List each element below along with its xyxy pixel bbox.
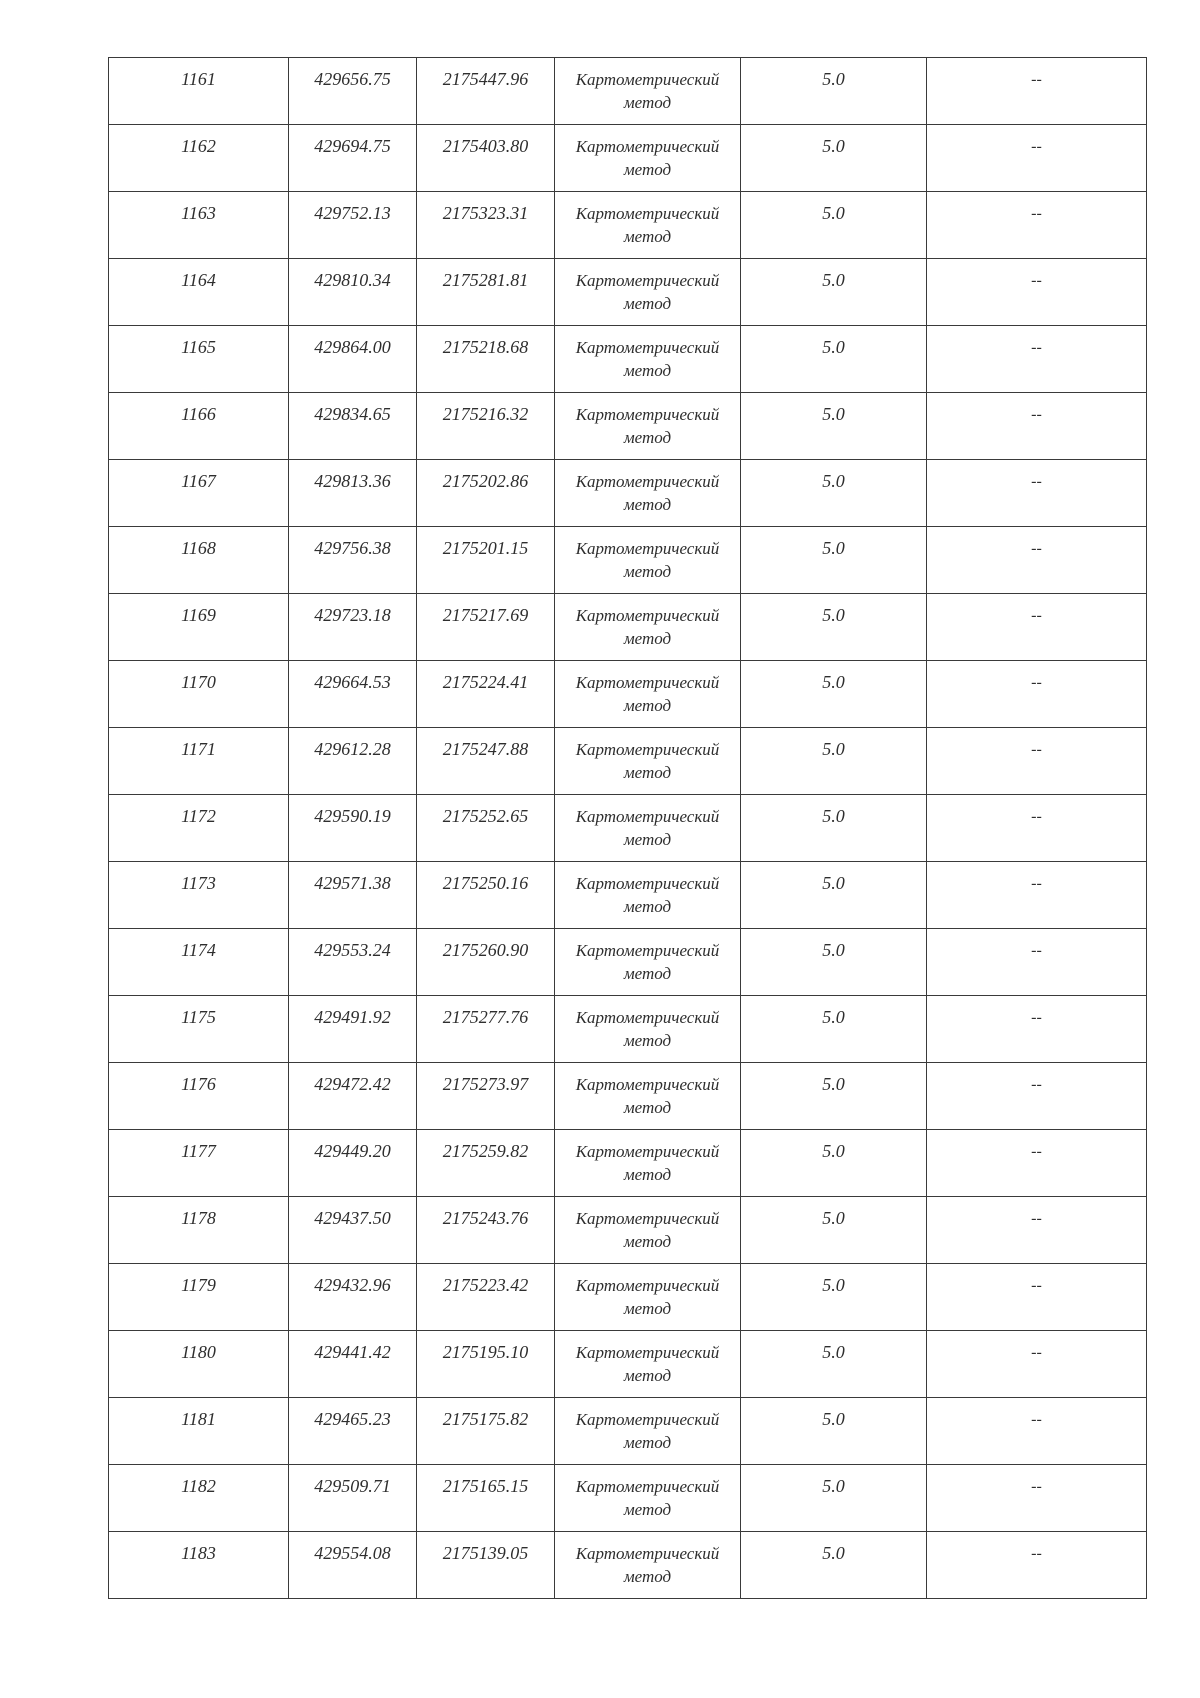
x-coordinate-cell: 429590.19	[289, 795, 417, 862]
table-row	[109, 594, 1147, 661]
x-coordinate-cell: 429864.00	[289, 326, 417, 393]
accuracy-cell: 5.0	[741, 1398, 927, 1465]
note-cell: --	[927, 58, 1147, 125]
table-row	[109, 996, 1147, 1063]
x-coordinate-cell: 429694.75	[289, 125, 417, 192]
point-number-cell: 1172	[109, 795, 289, 862]
x-coordinate-cell: 429509.71	[289, 1465, 417, 1532]
y-coordinate-cell: 2175323.31	[417, 192, 555, 259]
note-cell: --	[927, 1130, 1147, 1197]
note-cell: --	[927, 728, 1147, 795]
point-number-cell: 1179	[109, 1264, 289, 1331]
accuracy-cell: 5.0	[741, 594, 927, 661]
accuracy-cell: 5.0	[741, 1264, 927, 1331]
accuracy-cell: 5.0	[741, 259, 927, 326]
point-number-cell: 1173	[109, 862, 289, 929]
method-cell: Картометрический метод	[555, 1398, 741, 1465]
note-cell: --	[927, 192, 1147, 259]
method-cell: Картометрический метод	[555, 1465, 741, 1532]
table-row	[109, 125, 1147, 192]
x-coordinate-cell: 429756.38	[289, 527, 417, 594]
point-number-cell: 1174	[109, 929, 289, 996]
x-coordinate-cell: 429612.28	[289, 728, 417, 795]
x-coordinate-cell: 429810.34	[289, 259, 417, 326]
table-row	[109, 259, 1147, 326]
x-coordinate-cell: 429752.13	[289, 192, 417, 259]
note-cell: --	[927, 862, 1147, 929]
method-cell: Картометрический метод	[555, 594, 741, 661]
table-row	[109, 58, 1147, 125]
x-coordinate-cell: 429813.36	[289, 460, 417, 527]
note-cell: --	[927, 125, 1147, 192]
point-number-cell: 1171	[109, 728, 289, 795]
x-coordinate-cell: 429465.23	[289, 1398, 417, 1465]
note-cell: --	[927, 661, 1147, 728]
note-cell: --	[927, 1063, 1147, 1130]
table-row	[109, 460, 1147, 527]
accuracy-cell: 5.0	[741, 929, 927, 996]
point-number-cell: 1163	[109, 192, 289, 259]
point-number-cell: 1166	[109, 393, 289, 460]
point-number-cell: 1183	[109, 1532, 289, 1599]
y-coordinate-cell: 2175224.41	[417, 661, 555, 728]
accuracy-cell: 5.0	[741, 996, 927, 1063]
accuracy-cell: 5.0	[741, 527, 927, 594]
y-coordinate-cell: 2175218.68	[417, 326, 555, 393]
note-cell: --	[927, 929, 1147, 996]
x-coordinate-cell: 429554.08	[289, 1532, 417, 1599]
table-row	[109, 862, 1147, 929]
note-cell: --	[927, 527, 1147, 594]
coordinates-table-body	[109, 58, 1147, 1599]
table-row	[109, 728, 1147, 795]
accuracy-cell: 5.0	[741, 1465, 927, 1532]
y-coordinate-cell: 2175201.15	[417, 527, 555, 594]
method-cell: Картометрический метод	[555, 862, 741, 929]
accuracy-cell: 5.0	[741, 661, 927, 728]
y-coordinate-cell: 2175223.42	[417, 1264, 555, 1331]
method-cell: Картометрический метод	[555, 393, 741, 460]
table-row	[109, 661, 1147, 728]
point-number-cell: 1168	[109, 527, 289, 594]
accuracy-cell: 5.0	[741, 460, 927, 527]
accuracy-cell: 5.0	[741, 795, 927, 862]
method-cell: Картометрический метод	[555, 58, 741, 125]
x-coordinate-cell: 429656.75	[289, 58, 417, 125]
accuracy-cell: 5.0	[741, 58, 927, 125]
method-cell: Картометрический метод	[555, 527, 741, 594]
note-cell: --	[927, 460, 1147, 527]
y-coordinate-cell: 2175217.69	[417, 594, 555, 661]
x-coordinate-cell: 429491.92	[289, 996, 417, 1063]
x-coordinate-cell: 429472.42	[289, 1063, 417, 1130]
note-cell: --	[927, 1264, 1147, 1331]
y-coordinate-cell: 2175195.10	[417, 1331, 555, 1398]
y-coordinate-cell: 2175277.76	[417, 996, 555, 1063]
note-cell: --	[927, 259, 1147, 326]
y-coordinate-cell: 2175165.15	[417, 1465, 555, 1532]
note-cell: --	[927, 996, 1147, 1063]
point-number-cell: 1177	[109, 1130, 289, 1197]
y-coordinate-cell: 2175447.96	[417, 58, 555, 125]
y-coordinate-cell: 2175403.80	[417, 125, 555, 192]
y-coordinate-cell: 2175202.86	[417, 460, 555, 527]
accuracy-cell: 5.0	[741, 1130, 927, 1197]
table-row	[109, 929, 1147, 996]
method-cell: Картометрический метод	[555, 929, 741, 996]
point-number-cell: 1164	[109, 259, 289, 326]
accuracy-cell: 5.0	[741, 1532, 927, 1599]
point-number-cell: 1176	[109, 1063, 289, 1130]
method-cell: Картометрический метод	[555, 326, 741, 393]
table-row	[109, 326, 1147, 393]
note-cell: --	[927, 1465, 1147, 1532]
x-coordinate-cell: 429437.50	[289, 1197, 417, 1264]
accuracy-cell: 5.0	[741, 192, 927, 259]
point-number-cell: 1181	[109, 1398, 289, 1465]
table-row	[109, 1465, 1147, 1532]
method-cell: Картометрический метод	[555, 460, 741, 527]
point-number-cell: 1178	[109, 1197, 289, 1264]
point-number-cell: 1167	[109, 460, 289, 527]
x-coordinate-cell: 429834.65	[289, 393, 417, 460]
method-cell: Картометрический метод	[555, 1130, 741, 1197]
accuracy-cell: 5.0	[741, 125, 927, 192]
table-row	[109, 1130, 1147, 1197]
x-coordinate-cell: 429432.96	[289, 1264, 417, 1331]
x-coordinate-cell: 429441.42	[289, 1331, 417, 1398]
method-cell: Картометрический метод	[555, 795, 741, 862]
method-cell: Картометрический метод	[555, 996, 741, 1063]
coordinates-table	[108, 57, 1147, 1599]
y-coordinate-cell: 2175273.97	[417, 1063, 555, 1130]
accuracy-cell: 5.0	[741, 393, 927, 460]
table-row	[109, 393, 1147, 460]
y-coordinate-cell: 2175259.82	[417, 1130, 555, 1197]
table-row	[109, 1532, 1147, 1599]
method-cell: Картометрический метод	[555, 259, 741, 326]
note-cell: --	[927, 594, 1147, 661]
method-cell: Картометрический метод	[555, 661, 741, 728]
method-cell: Картометрический метод	[555, 125, 741, 192]
point-number-cell: 1165	[109, 326, 289, 393]
point-number-cell: 1170	[109, 661, 289, 728]
point-number-cell: 1161	[109, 58, 289, 125]
table-row	[109, 795, 1147, 862]
accuracy-cell: 5.0	[741, 1197, 927, 1264]
point-number-cell: 1182	[109, 1465, 289, 1532]
method-cell: Картометрический метод	[555, 1197, 741, 1264]
y-coordinate-cell: 2175139.05	[417, 1532, 555, 1599]
x-coordinate-cell: 429449.20	[289, 1130, 417, 1197]
note-cell: --	[927, 795, 1147, 862]
y-coordinate-cell: 2175243.76	[417, 1197, 555, 1264]
y-coordinate-cell: 2175250.16	[417, 862, 555, 929]
point-number-cell: 1162	[109, 125, 289, 192]
point-number-cell: 1180	[109, 1331, 289, 1398]
method-cell: Картометрический метод	[555, 1264, 741, 1331]
x-coordinate-cell: 429571.38	[289, 862, 417, 929]
y-coordinate-cell: 2175260.90	[417, 929, 555, 996]
point-number-cell: 1175	[109, 996, 289, 1063]
y-coordinate-cell: 2175252.65	[417, 795, 555, 862]
x-coordinate-cell: 429553.24	[289, 929, 417, 996]
note-cell: --	[927, 1197, 1147, 1264]
accuracy-cell: 5.0	[741, 728, 927, 795]
y-coordinate-cell: 2175175.82	[417, 1398, 555, 1465]
method-cell: Картометрический метод	[555, 728, 741, 795]
x-coordinate-cell: 429723.18	[289, 594, 417, 661]
y-coordinate-cell: 2175247.88	[417, 728, 555, 795]
x-coordinate-cell: 429664.53	[289, 661, 417, 728]
y-coordinate-cell: 2175216.32	[417, 393, 555, 460]
table-row	[109, 1331, 1147, 1398]
y-coordinate-cell: 2175281.81	[417, 259, 555, 326]
note-cell: --	[927, 1532, 1147, 1599]
accuracy-cell: 5.0	[741, 862, 927, 929]
table-row	[109, 1063, 1147, 1130]
note-cell: --	[927, 326, 1147, 393]
table-row	[109, 527, 1147, 594]
note-cell: --	[927, 393, 1147, 460]
table-row	[109, 192, 1147, 259]
note-cell: --	[927, 1398, 1147, 1465]
accuracy-cell: 5.0	[741, 1331, 927, 1398]
point-number-cell: 1169	[109, 594, 289, 661]
method-cell: Картометрический метод	[555, 1532, 741, 1599]
method-cell: Картометрический метод	[555, 1331, 741, 1398]
table-row	[109, 1264, 1147, 1331]
note-cell: --	[927, 1331, 1147, 1398]
method-cell: Картометрический метод	[555, 1063, 741, 1130]
table-row	[109, 1197, 1147, 1264]
table-row	[109, 1398, 1147, 1465]
method-cell: Картометрический метод	[555, 192, 741, 259]
accuracy-cell: 5.0	[741, 326, 927, 393]
accuracy-cell: 5.0	[741, 1063, 927, 1130]
